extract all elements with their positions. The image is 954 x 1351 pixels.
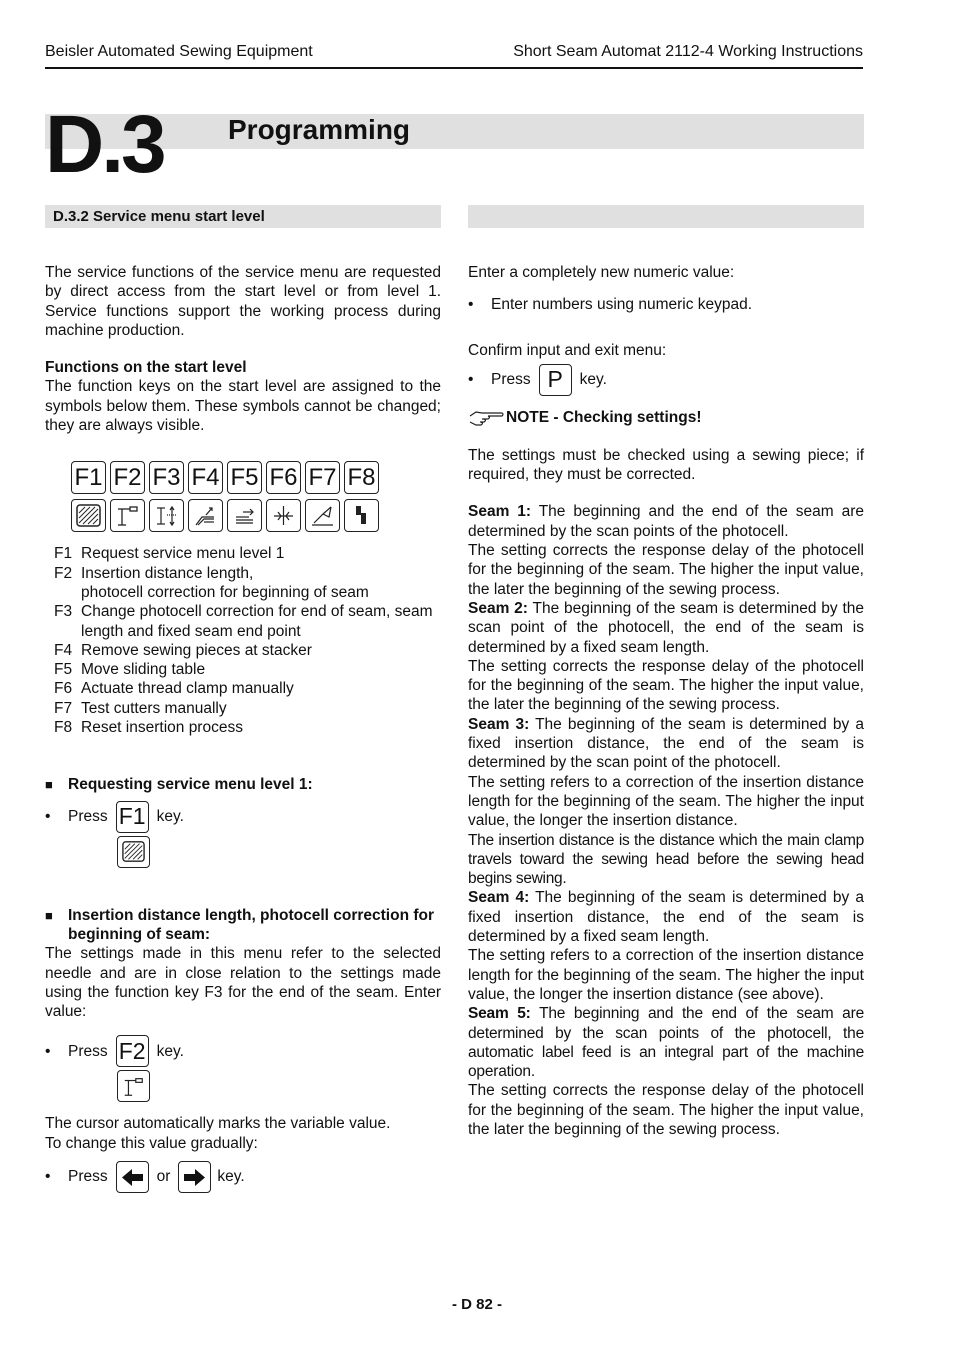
intro-paragraph: The service functions of the service menu are requested by direct access from the start level or from level 1. Service functions support the working process during machine production. bbox=[45, 264, 441, 339]
f2-key-inline[interactable]: F2 bbox=[116, 1035, 149, 1067]
f1-key[interactable]: F1 bbox=[71, 461, 106, 494]
arrow-left-key[interactable] bbox=[116, 1161, 149, 1193]
seam-3-note: The insertion distance is the distance which the main clamp travels toward the sewing head before the sewing head begins sewing. bbox=[468, 831, 864, 888]
seam-descriptions bbox=[468, 502, 864, 1139]
insertion-distance-icon bbox=[117, 1070, 150, 1102]
f1-key-inline[interactable]: F1 bbox=[116, 801, 149, 833]
hatched-square-icon bbox=[71, 499, 106, 532]
seam-1: Seam 1: The beginning and the end of the seam are determined by the scan points of the photocell. bbox=[468, 503, 865, 540]
f8-key[interactable]: F8 bbox=[344, 461, 379, 494]
cutter-icon bbox=[305, 499, 340, 532]
page-number: - D 82 - bbox=[451, 1296, 502, 1313]
function-list bbox=[54, 544, 441, 737]
p-key[interactable]: P bbox=[539, 364, 572, 396]
symbol-row bbox=[71, 499, 441, 532]
list-item: F1 Request service menu level 1 bbox=[54, 545, 285, 563]
list-item: F7 Test cutters manually bbox=[54, 699, 227, 717]
header-left: Beisler Automated Sewing Equipment bbox=[45, 43, 313, 60]
f4-key[interactable]: F4 bbox=[188, 461, 223, 494]
seam-5-setting: The setting corrects the response delay of the photocell for the beginning of the seam. The higher the input value, the later the beginning of the sewing process. bbox=[468, 1082, 864, 1138]
seam-1-setting: The setting corrects the response delay of the photocell for the beginning of the seam. The higher the input value, the later the beginning of the sewing process. bbox=[468, 542, 864, 598]
seam-3: Seam 3: The beginning of the seam is determined by a fixed insertion distance, the end of the seam is determined by the scan point of the photocell. bbox=[468, 715, 865, 772]
sliding-table-icon bbox=[227, 499, 262, 532]
note-heading: NOTE - Checking settings! bbox=[468, 408, 864, 428]
requesting-heading: ■ Requesting service menu level 1: bbox=[45, 776, 313, 794]
list-item: F4 Remove sewing pieces at stacker bbox=[54, 641, 312, 659]
section-band-right bbox=[468, 205, 864, 228]
thread-clamp-icon bbox=[266, 499, 301, 532]
seam-5: Seam 5: The beginning and the end of the seam are determined by the scan points of the photocell, the automatic label feed is an integral part of the machine operation. bbox=[468, 1005, 864, 1081]
press-arrows-line: • Press or key. bbox=[45, 1161, 441, 1193]
press-f1-line: • Press F1 key. bbox=[45, 801, 441, 833]
list-item: F8 Reset insertion process bbox=[54, 719, 243, 737]
f7-key[interactable]: F7 bbox=[305, 461, 340, 494]
f6-key[interactable]: F6 bbox=[266, 461, 301, 494]
chapter-title: Programming bbox=[228, 114, 411, 145]
remove-pieces-icon bbox=[188, 499, 223, 532]
list-item: F6 Actuate thread clamp manually bbox=[54, 680, 294, 698]
photocell-correction-icon bbox=[149, 499, 184, 532]
function-key-row bbox=[71, 461, 441, 494]
list-item: F5 Move sliding table bbox=[54, 661, 206, 679]
header-rule bbox=[45, 67, 863, 69]
seam-4: Seam 4: The beginning of the seam is determined by a fixed insertion distance, the end of the seam is determined by a fixed seam length. bbox=[468, 889, 865, 946]
chapter-number: D.3 bbox=[45, 99, 164, 190]
f2-key[interactable]: F2 bbox=[110, 461, 145, 494]
enter-new-value: Enter a completely new numeric value: bbox=[468, 264, 735, 281]
enter-numbers-line: • Enter numbers using numeric keypad. bbox=[468, 296, 753, 314]
pointing-hand-icon bbox=[468, 408, 506, 428]
chapter-band bbox=[45, 114, 864, 149]
header-right: Short Seam Automat 2112-4 Working Instructions bbox=[513, 43, 863, 60]
cursor-text: The cursor automatically marks the variable value. To change this value gradually: bbox=[45, 1115, 391, 1152]
f3-key[interactable]: F3 bbox=[149, 461, 184, 494]
seam-3-setting: The setting refers to a correction of the insertion distance length for the beginning of the seam. The higher the input value, the longer the insertion distance. bbox=[468, 773, 864, 830]
insertion-heading: ■ Insertion distance length, photocell correction for beginning of seam: bbox=[45, 906, 435, 943]
list-item: F3 Change photocell correction for end of seam, seam length and fixed seam end point bbox=[54, 603, 433, 640]
right-column bbox=[468, 263, 864, 1139]
press-p-line: • Press P key. bbox=[468, 364, 864, 396]
insertion-distance-icon bbox=[110, 499, 145, 532]
left-column bbox=[45, 263, 441, 1193]
note-text: The settings must be checked using a sewing piece; if required, they must be corrected. bbox=[468, 446, 864, 484]
arrow-right-key[interactable] bbox=[178, 1161, 211, 1193]
reset-insertion-icon bbox=[344, 499, 379, 532]
f5-key[interactable]: F5 bbox=[227, 461, 262, 494]
seam-4-setting: The setting refers to a correction of the insertion distance length for the beginning of the seam. The higher the input value, the longer the insertion distance (see above). bbox=[468, 947, 864, 1003]
press-f2-line: • Press F2 key. bbox=[45, 1035, 441, 1067]
confirm-text: Confirm input and exit menu: bbox=[468, 341, 667, 359]
insertion-text: The settings made in this menu refer to the selected needle and are in close relation to the settings made using the function key F3 for the end of the seam. Enter value: bbox=[45, 945, 441, 1021]
seam-2: Seam 2: The beginning of the seam is determined by the scan point of the photocell, the end of the seam is determined by a fixed seam length. bbox=[468, 599, 865, 656]
functions-text: The function keys on the start level are assigned to the symbols below them. These symbols cannot be changed; they are always visible. bbox=[45, 378, 441, 435]
functions-heading: Functions on the start level bbox=[45, 359, 247, 377]
hatched-square-icon bbox=[117, 836, 150, 868]
list-item: F2 Insertion distance length, photocell correction for beginning of seam bbox=[54, 564, 369, 601]
section-title: D.3.2 Service menu start level bbox=[45, 205, 441, 228]
seam-2-setting: The setting corrects the response delay of the photocell for the beginning of the seam. The higher the input value, the later the beginning of the sewing process. bbox=[468, 657, 864, 714]
